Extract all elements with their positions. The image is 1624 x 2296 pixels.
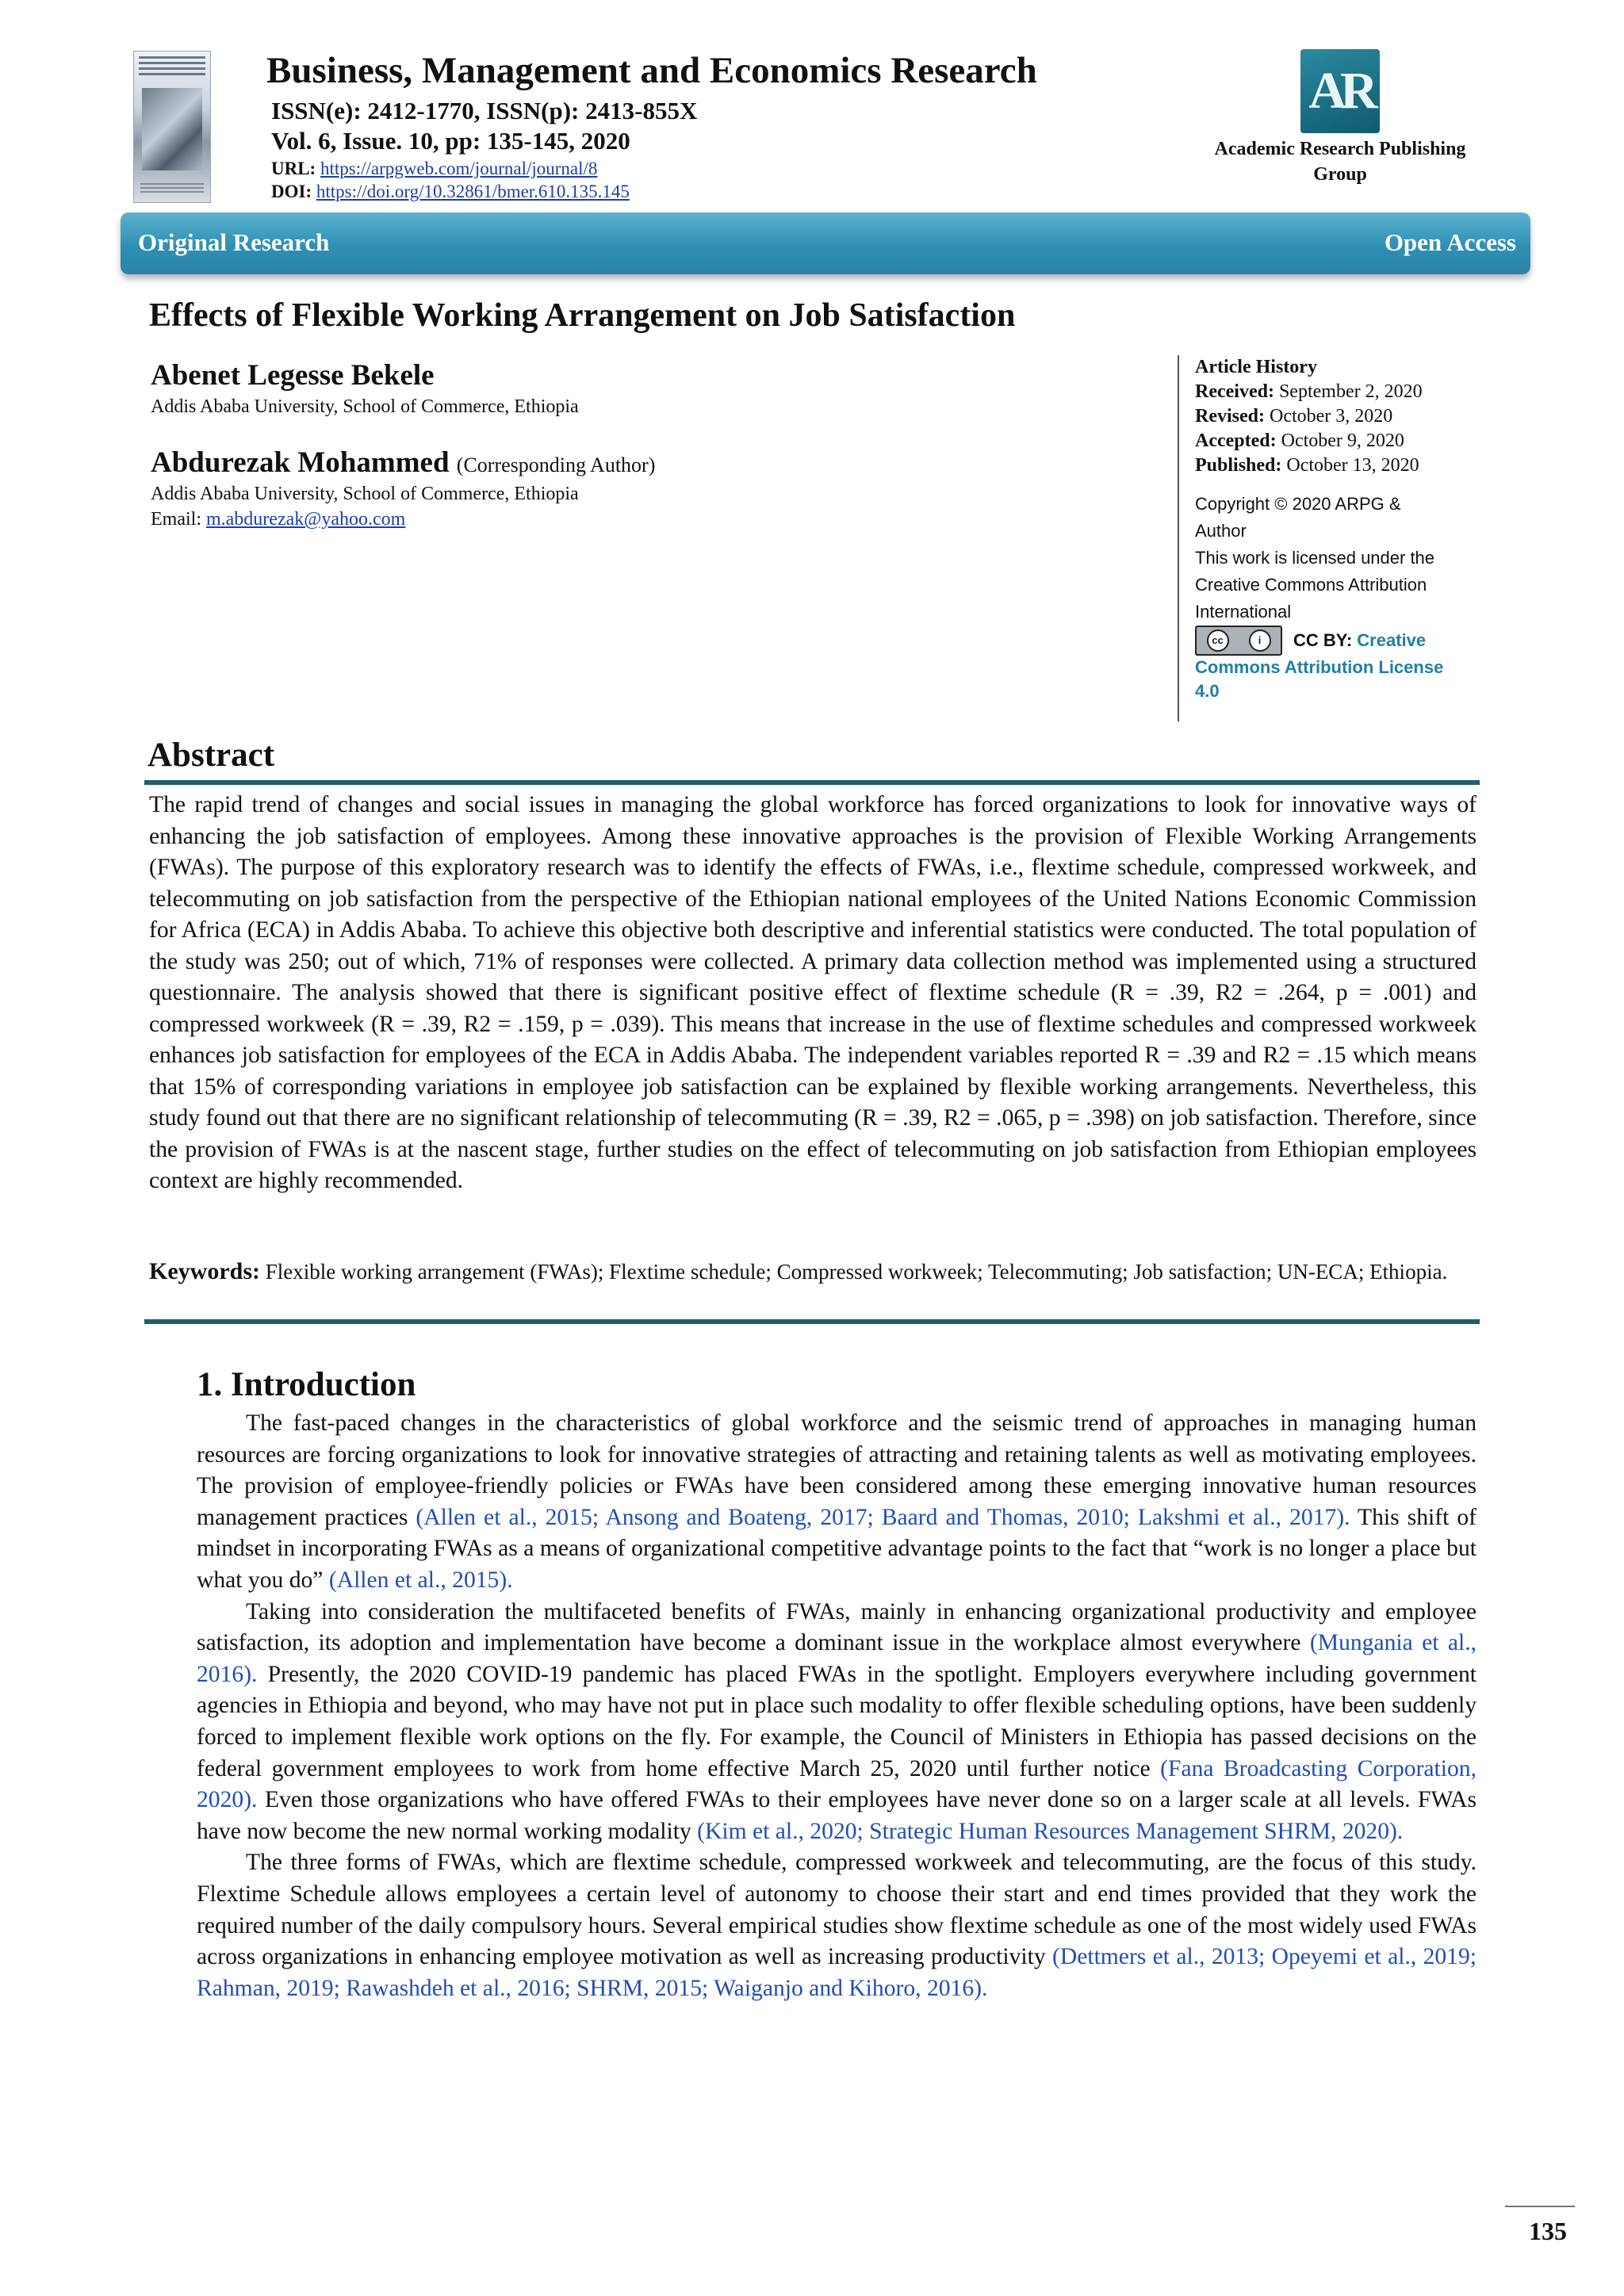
issn: ISSN(e): 2412-1770, ISSN(p): 2413-855X <box>271 97 698 124</box>
intro-paragraph-3: The three forms of FWAs, which are flextime schedule, compressed workweek and telecommuting, are the focus of this study. Flextime Schedule allows employees a certain level of autonomy to choose their start and end times provided that they work the required number of the daily compulsory hours. Several empirical studies show flextime schedule as one of the most widely used FWAs across organizations in enhancing employee motivation as well as increasing productivity (Dettmers et al., 2013; Opeyemi et al., 2019; Rahman, 2019; Rawashdeh et al., 2016; SHRM, 2015; Waiganjo and Kihoro, 2016). <box>197 1850 1477 2001</box>
citation[interactable]: (Dettmers et al., 2013; Opeyemi et al., 2019; Rahman, 2019; Rawashdeh et al., 2016; SHRM, 2015; Waiganjo and Kihoro, 2016). <box>197 1944 1477 2001</box>
published-date: October 13, 2020 <box>1286 455 1419 476</box>
doi-label: DOI: <box>271 182 312 201</box>
received-label: Received: <box>1195 381 1274 402</box>
keywords-list: Flexible working arrangement (FWAs); Flextime schedule; Compressed workweek; Telecommuting; Job satisfaction; UN-ECA; Ethiopia. <box>265 1260 1448 1284</box>
license-line-1: This work is licensed under the <box>1195 548 1435 568</box>
license-line-3: International <box>1195 602 1292 622</box>
intro-paragraph-1: The fast-paced changes in the characteristics of global workforce and the seismic trend of approaches in managing human resources are forcing organizations to look for innovative strategies of attracting and retaining talents as well as motivating employees. The provision of employee-friendly policies or FWAs have been considered among these emerging innovative human resources management practices (Allen et al., 2015; Ansong and Boateng, 2017; Baard and Thomas, 2010; Lakshmi et al., 2017). This shift of mindset in incorporating FWAs as a means of organizational competitive advantage points to the fact that “work is no longer a place but what you do” (Allen et al., 2015). <box>197 1410 1477 1593</box>
abstract-heading: Abstract <box>147 737 275 774</box>
accepted-date: October 9, 2020 <box>1281 430 1404 451</box>
email-label: Email: <box>151 509 201 530</box>
article-history-panel <box>1178 355 1511 721</box>
volume-info: Vol. 6, Issue. 10, pp: 135-145, 2020 <box>271 127 630 155</box>
published-label: Published: <box>1195 455 1282 476</box>
cc-by-label: CC BY: <box>1293 630 1353 650</box>
history-heading: Article History <box>1195 357 1317 377</box>
journal-url-link[interactable]: https://arpgweb.com/journal/journal/8 <box>320 159 598 178</box>
journal-cover-image <box>133 51 211 203</box>
corresponding-author-note: (Corresponding Author) <box>456 453 656 476</box>
email-link[interactable]: m.abdurezak@yahoo.com <box>205 509 406 530</box>
intro-paragraph-2: Taking into consideration the multifaceted benefits of FWAs, mainly in enhancing organizational productivity and employee satisfaction, its adoption and implementation have become a dominant issue in the workplace almost everywhere (Mungania et al., 2016). Presently, the 2020 COVID-19 pandemic has placed FWAs in the spotlight. Employers everywhere including government agencies in Ethiopia and beyond, who may have not put in place such modality to offer flexible scheduling options, have been suddenly forced to implement flexible work options on the fly. For example, the Council of Ministers in Ethiopia has passed decisions on the federal government employees to work from home effective March 25, 2020 until further notice (Fana Broadcasting Corporation, 2020). Even those organizations who have offered FWAs to their employees have never done so on a larger scale at all levels. FWAs have now become the new normal working modality (Kim et al., 2020; Strategic Human Resources Management SHRM, 2020). <box>197 1598 1477 1844</box>
abstract-top-rule <box>144 780 1480 785</box>
author-2-name: Abdurezak Mohammed <box>151 446 450 479</box>
revised-date: October 3, 2020 <box>1269 406 1393 427</box>
introduction-heading: 1. Introduction <box>197 1366 416 1403</box>
license-line-2: Creative Commons Attribution <box>1195 575 1427 595</box>
abstract-text: The rapid trend of changes and social issues in managing the global workforce has forced organizations to look for innovative ways of enhancing the job satisfaction of employees. Among these innovative approaches is the provision of Flexible Working Arrangements (FWAs). The purpose of this exploratory research was to identify the effects of FWAs, i.e., flextime schedule, compressed workweek, and telecommuting on job satisfaction from the perspective of the Ethiopian national employees of the United Nations Economic Commission for Africa (ECA) in Addis Ababa. To achieve this objective both descriptive and inferential statistics were conducted. The total population of the study was 250; out of which, 71% of responses were collected. A primary data collection method was implemented using a structured questionnaire. The analysis showed that there is significant positive effect of flextime schedule (R = .39, R2 = .264, p = .001) and compressed workweek (R = .39, R2 = .159, p = .039). This means that increase in the use of flextime schedules and compressed workweek enhances job satisfaction for employees of the ECA in Addis Ababa. The independent variables reported R = .39 and R2 = .15 which means that 15% of corresponding variations in employee job satisfaction can be explained by flexible working arrangements. Nevertheless, this study found out that there are no significant relationship of telecommuting (R = .39, R2 = .065, p = .398) on job satisfaction. Therefore, since the provision of FWAs is at the nascent stage, further studies on the effect of telecommuting on job satisfaction from Ethiopian employees context are highly recommended. <box>149 792 1477 1193</box>
journal-title: Business, Management and Economics Research <box>266 50 1037 91</box>
author-1-affiliation: Addis Ababa University, School of Commerce, Ethiopia <box>151 396 579 417</box>
doi-link[interactable]: https://doi.org/10.32861/bmer.610.135.145 <box>316 182 630 201</box>
author-2 <box>151 446 655 480</box>
copyright-line-2: Author <box>1195 521 1247 541</box>
citation[interactable]: (Fana Broadcasting Corporation, 2020). <box>197 1755 1477 1813</box>
journal-url-line <box>271 159 597 179</box>
article-type-banner <box>121 212 1530 274</box>
received-date: September 2, 2020 <box>1278 381 1423 402</box>
cc-by-license-icon: cc i <box>1195 626 1282 656</box>
revised-label: Revised: <box>1195 406 1265 427</box>
keywords-label: Keywords: <box>149 1258 260 1284</box>
introduction-body <box>197 1408 1477 2004</box>
page-number-rule <box>1505 2206 1575 2207</box>
cc-license-link-2[interactable]: Commons Attribution License <box>1195 657 1444 677</box>
doi-line <box>271 182 630 202</box>
publisher-name: Academic Research Publishing Group <box>1214 139 1466 185</box>
paper-title: Effects of Flexible Working Arrangement on Job Satisfaction <box>149 297 1016 334</box>
copyright-line-1: Copyright © 2020 ARPG & <box>1195 494 1401 514</box>
citation[interactable]: (Allen et al., 2015; Ansong and Boateng, 2017; Baard and Thomas, 2010; Lakshmi et al., 2017). <box>416 1504 1350 1530</box>
citation[interactable]: (Mungania et al., 2016). <box>197 1630 1477 1687</box>
citation[interactable]: (Allen et al., 2015). <box>328 1567 513 1593</box>
open-access-label: Open Access <box>1384 228 1516 256</box>
page-number: 135 <box>1529 2217 1567 2245</box>
citation[interactable]: (Kim et al., 2020; Strategic Human Resources Management SHRM, 2020). <box>697 1818 1404 1844</box>
accepted-label: Accepted: <box>1195 430 1277 451</box>
cc-license-link-1[interactable]: Creative <box>1357 630 1427 650</box>
author-2-affiliation: Addis Ababa University, School of Commerce, Ethiopia <box>151 484 579 504</box>
keywords <box>149 1257 1477 1286</box>
original-research-label: Original Research <box>138 228 330 256</box>
cc-license-link-3[interactable]: 4.0 <box>1195 681 1220 701</box>
author-2-email-line <box>151 509 405 530</box>
author-1-name: Abenet Legesse Bekele <box>151 359 435 392</box>
url-label: URL: <box>271 159 316 178</box>
abstract-bottom-rule <box>144 1319 1480 1324</box>
publisher-logo: AR <box>1300 49 1380 133</box>
